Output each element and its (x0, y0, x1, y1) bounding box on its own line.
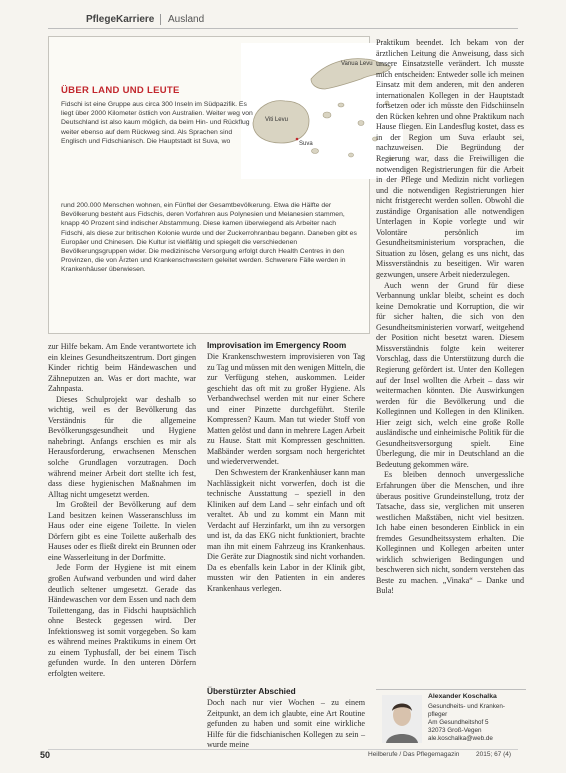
map-label-vanua-levu: Vanua Levu (341, 61, 373, 67)
author-line: Gesundheits- und Kranken- (428, 703, 506, 710)
infobox-title: ÜBER LAND UND LEUTE (61, 85, 180, 96)
column-2b (207, 698, 365, 751)
paragraph: Im Großteil der Bevölkerung auf dem Land besitzen keinen Wasseranschluss im Haus oder eine eigene Toilette. In vielen Dörfern gibt es eine Toilette außerhalb des Hauses oder es fließt direkt ein Brunnen oder eine Wasserleitung in der Dorfmitte. (48, 500, 196, 562)
author-email: ale.koschalka@web.de (428, 735, 493, 742)
page-number: 50 (40, 750, 51, 760)
paragraph: zur Hilfe bekam. Am Ende verantwortete ich ein kleines Gesundheitszentrum. Dort gingen Kinder richtig beim Händewaschen und Zähneputzen an. Was er dort machte, war Zahnpasta. (48, 342, 196, 394)
map-label-suva: Suva (299, 141, 313, 147)
section-heading-abschied: Überstürzter Abschied (207, 686, 296, 696)
paragraph: Es bleiben dennoch unvergessliche Erfahrungen über die Menschen, und ihre überaus positive Grundeinstellung, trotz der Tatsache, dass sie, verglichen mit unseren westlichen Maßstäben, nicht viel besitzen. Ich habe einen besonderen Einblick in ein fremdes Gesundheitssystem erhalten. Die Kolleginnen und Kollegen arbeiten unter wirklich schwierigen Bedingungen und beschweren sich nicht, sondern verstehen das Beste zu machen. „Vinaka“ – Danke und Bula! (376, 470, 524, 596)
map-label-viti-levu: Viti Levu (265, 117, 288, 123)
author-line: 32073 Groß-Vegen (428, 727, 482, 734)
paragraph: Dieses Schulprojekt war deshalb so wichtig, weil es der Bevölkerung das Verständnis für die allgemeine Bevölkerungsgesundheit und Hygiene nahebringt. Anfangs erschien es mir als Herausforderung, erwachsenen Menschen solche Grundlagen vorzutragen. Doch während meiner Arbeit dort stellte ich fest, dass diese hygienischen Maßnahmen im Alltag nicht umgesetzt werden. (48, 394, 196, 499)
paragraph: Auch wenn der Grund für diese Verbannung unklar bleibt, scheint es doch keine Demokratie und Korruption, die wir für sicher halten, die sich von den Gesundheitsministerien vorwarf, weitgehend der Position nicht besetzt waren. Diesem Missverständnis folgte kein weiterer Vorschlag, dass die Unterstützung durch die Regierung gefördert ist. Unter den Kollegen auf der Insel wollten die Arbeit – dass wir weitermachen könnten. Die Auswirkungen werden für die Bevölkerung und die Kolleginnen und Kollegen in den Kliniken. Hier zeigt sich, welch eine große Rolle ausländische und einheimische Politik für die Gesundheitsversorgung spielt. Eine Überlegung, die mir in Deutschland an die Bedeutung gekommen wäre. (376, 280, 524, 469)
author-name: Alexander Koschalka (428, 693, 497, 700)
page-header (48, 12, 518, 29)
infobox-body: rund 200.000 Menschen wohnen, ein Fünftel der Gesamtbevölkerung. Etwa die Hälfte der Bevölkerung besteht aus Fidschis, deren Vorfahren aus Polynesien und Melanesien stammen, knapp 40 Prozent sind indischer Abstammung. Diese kamen überwiegend als Arbeiter nach Fidschi, als diese zur britischen Kolonie wurde und der Zuckerrohranbau begann. Daneben gibt es Europäer und Chinesen. Die Kultur ist vielfältig und spiegelt die verschiedenen Bevölkerungsgruppen wider. Die medizinische Versorgung erfolgt durch Health Centres in den Provinzen, die von Ärzten und Krankenschwestern geleitet werden. Schwerere Fälle werden in Krankenhäuser überwiesen. (61, 202, 357, 274)
paragraph: Die Krankenschwestern improvisieren von Tag zu Tag und müssen mit den wenigen Mitteln, die zur Verfügung stehen, auskommen. Leider geschieht das oft mit zu großer Hygiene. Als Verbandwechsel werden mit nur einer Schere und einer Pinzette durchgeführt. Sterile Kompressen? Kaum. Man tut wieder Stoff von Matten gelöst und dann in mehrere Lagen Arbeit zu Hause. Statt mit Kompressen geschnitten. Maßbänder werden sorgsam noch hergerichtet und wiederverwendet. (207, 352, 365, 467)
header-divider (160, 14, 161, 25)
page-footer (40, 749, 518, 764)
author-portrait-icon (382, 695, 422, 743)
info-box (48, 36, 373, 334)
paragraph: Doch nach nur vier Wochen – zu einem Zeitpunkt, an dem ich glaubte, eine Art Routine gefunden zu haben und somit eine wirkliche Hilfe für die fidschianischen Kollegen zu sein – wurde meine (207, 698, 365, 750)
issue-info: 2015; 67 (4) (476, 751, 512, 758)
section-label: PflegeKarriere (86, 14, 155, 25)
author-photo (382, 695, 422, 743)
section-heading-improvisation: Improvisation im Emergency Room (207, 340, 347, 350)
column-2a (207, 352, 365, 595)
column-1 (48, 342, 196, 680)
paragraph: Den Schwestern der Krankenhäuser kann man Nachlässigkeit nicht vorwerfen, doch ist die technische Ausstattung – speziell in den Kliniken auf dem Land – sehr einfach und oft veraltet. Ab und zu kommt ein Mann mit Verdacht auf Herzinfarkt, um ihn zu versorgen und ist, da das EKG nicht funktioniert, brachte man ihn mit einem Fahrzeug ins Krankenhaus. Die Geräte zur Diagnostik sind nicht vorhanden. Da es ebenfalls kein Labor in der Klinik gibt, mussten wir den Patienten in ein anderes Krankenhaus verlegen. (207, 468, 365, 594)
paragraph: Praktikum beendet. Ich bekam von der ärztlichen Leitung die Anweisung, dass sich unsere Einsatzstelle verändert. Ich musste mich entscheiden: Entweder solle ich meinen Einsatz mit dem anderen, mit den anderen internationalen Kollegen in der Hauptstadt fortsetzen oder ich müsste den Fidschiinseln den Rücken kehren und ohne Praktikum nach Hause fliegen. Ein Landesflug kostet, dass es in der Region um Suva erlaubt sei, nachzuweisen. Die Begründung der Regierung war, dass die Freiwilligen die notwendigen Registrierungen für die Arbeit in der Pflege und Medizin nicht vorliegen und die notwendigen Registrierungen hier nicht fristgerecht werden sollen. Obwohl die zuständige Organisation alle notwendigen Unterlagen in Kopie vorlegte und wir Volontäre persönlich im Gesundheitsministerium vorsprachen, die Situation zu lösen, gelang es uns nicht, das Missverständnis zu beseitigen. Wir waren gezwungen, unsere Arbeit niederzulegen. (376, 38, 524, 280)
paragraph: Jede Form der Hygiene ist mit einem großen Aufwand verbunden und wird daher deutlich seltener umgesetzt. Gerade das Händewaschen vor dem Essen und nach dem Toilettengang, das in Fidschi hauptsächlich ohne Besteck gegessen wird. Der Infektionsweg ist somit vorgegeben. So kam es während meines Praktikums in einem Ort zu einem Typhusfall, der bei einem Tisch gefunden wurde. In den unteren Dörfern erfolgten weitere. (48, 563, 196, 678)
infobox-intro: Fidschi ist eine Gruppe aus circa 300 Inseln im Südpazifik. Es liegt über 2000 Kilometer östlich von Australien. Weiter weg von Deutschland ist also kaum möglich, da beim Hin- und Rückflug weiter ebenso auf dem Rückweg sind. Als Sprachen sind Englisch und Fidschianisch. Die Hauptstadt ist Suva, wo (61, 101, 253, 145)
topic-label: Ausland (168, 14, 205, 25)
author-line: Am Gesundheitshof 5 (428, 719, 489, 726)
author-bio (376, 689, 526, 748)
author-line: pfleger (428, 711, 448, 718)
column-3 (376, 38, 524, 597)
journal-name: Heilberufe / Das Pflegemagazin (368, 751, 460, 758)
